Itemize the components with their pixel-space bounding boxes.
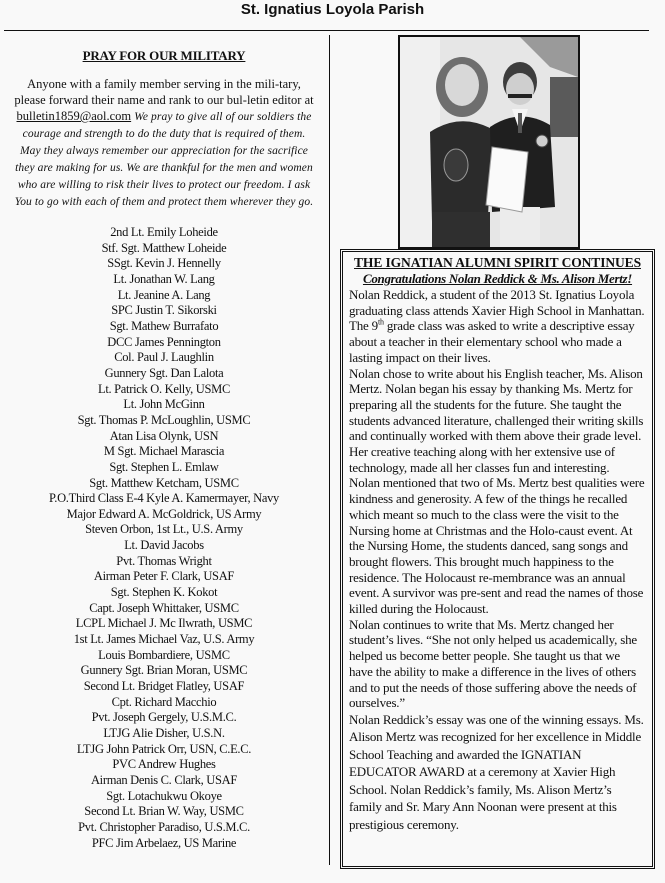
column-divider <box>329 35 330 865</box>
service-member-name: LTJG Alie Disher, U.S.N. <box>103 726 225 740</box>
service-member-name: Sgt. Mathew Burrafato <box>109 318 219 333</box>
service-member-name: PFC Jim Arbelaez, US Marine <box>91 835 237 850</box>
ordinal-suffix: th <box>377 318 384 328</box>
service-member-name: Stf. Sgt. Matthew Loheide <box>101 240 227 255</box>
service-member-name: M Sgt. Michael Marascia <box>103 444 225 459</box>
military-heading: PRAY FOR OUR MILITARY <box>82 48 246 63</box>
bulletin-email-link[interactable]: bulletin1859@aol.com <box>16 109 132 123</box>
service-member-name: Lt. Jonathan W. Lang <box>113 271 215 286</box>
article-paragraph: Nolan continues to write that Ms. Mertz changed her student’s lives. “She not only helped us academically, she helped us become better people. She taught us that we have the ability to make a difference in the lives of others and to put the needs of those suffering above the needs of ourselves.” <box>349 616 637 711</box>
service-member-name: LCPL Michael J. Mc Ilwrath, USMC <box>75 616 253 631</box>
service-member-name: Louis Bombardiere, USMC <box>98 647 230 662</box>
service-member-name: LTJG John Patrick Orr, USN, C.E.C. <box>76 741 252 756</box>
service-member-name: Cpt. Richard Macchio <box>111 694 217 709</box>
service-member-name: Pvt. Thomas Wright <box>116 553 212 568</box>
service-member-name: Sgt. Thomas P. McLoughlin, USMC <box>77 412 251 427</box>
intro-text: Anyone with a family member serving in the mili-tary, please forward their name and rank to our bul-letin editor at <box>14 77 314 107</box>
article-subtitle: Congratulations Nolan Reddick & Ms. Alison Mertz! <box>362 271 633 286</box>
service-member-name: SSgt. Kevin J. Hennelly <box>107 256 221 271</box>
military-section <box>8 48 320 864</box>
service-member-name: DCC James Pennington <box>107 334 221 349</box>
service-member-name: Sgt. Stephen K. Kokot <box>110 585 218 600</box>
service-member-name: Airman Denis C. Clark, USAF <box>90 772 238 787</box>
service-member-name: Gunnery Sgt. Brian Moran, USMC <box>80 663 248 678</box>
alumni-article <box>340 249 655 869</box>
service-member-name: Sgt. Stephen L. Emlaw <box>109 459 219 474</box>
service-member-name: Major Edward A. McGoldrick, US Army <box>66 506 262 521</box>
service-member-name: Pvt. Christopher Paradiso, U.S.M.C. <box>78 819 250 834</box>
service-member-name: Lt. Jeanine A. Lang <box>117 287 211 302</box>
page-header-title: St. Ignatius Loyola Parish <box>240 1 425 18</box>
military-intro <box>8 76 320 210</box>
service-member-name: P.O.Third Class E-4 Kyle A. Kamermayer, Navy <box>48 491 279 506</box>
service-member-name: Lt. Patrick O. Kelly, USMC <box>97 381 230 396</box>
service-member-name: Second Lt. Bridget Flatley, USAF <box>83 679 245 694</box>
article-paragraph: Nolan Reddick’s essay was one of the winning essays. Ms. Alison Mertz was recognized for her excellence in Middle School Teaching and awarded the IGNATIAN EDUCATOR AWARD at a ceremony at Xavier High School. Nolan Reddick’s family, Ms. Alison Mertz’s family and Sr. Mary Ann Noonan were present at this prestigious ceremony. <box>349 711 644 832</box>
service-member-name: 2nd Lt. Emily Loheide <box>110 225 218 239</box>
service-member-name: Gunnery Sgt. Dan Lalota <box>104 365 224 380</box>
article-paragraph: Nolan mentioned that two of Ms. Mertz best qualities were kindness and generosity. A few of the things he recalled which meant so much to the class were the visit to the Nursing home at Christmas and the Holo-caust event. At the Nursing Home, the students danced, sang songs and brought flowers. This brought much happiness to the residence. The Holocaust re-membrance was an annual event. A survivor was pre-sent and read the names of those killed during the Holocaust. <box>349 475 645 617</box>
service-member-name: SPC Justin T. Sikorski <box>111 303 217 318</box>
article-title: THE IGNATIAN ALUMNI SPIRIT CONTINUES <box>354 255 641 270</box>
award-photo <box>398 35 580 249</box>
service-member-name: Sgt. Lotachukwu Okoye <box>106 788 222 803</box>
service-member-name: Capt. Joseph Whittaker, USMC <box>89 600 239 615</box>
article-paragraph: Nolan chose to write about his English teacher, Ms. Alison Mertz. Nolan began his essay by thanking Ms. Mertz for preparing all the students for the future. She taught the students advanced literature, challenged their writing skills and continually worked with them above their grade level. Her creative teaching along with her extensive use of technology, made all her classes fun and interesting. <box>349 365 644 475</box>
service-member-name: Airman Peter F. Clark, USAF <box>93 569 235 584</box>
service-member-name: Second Lt. Brian W. Way, USMC <box>84 804 244 819</box>
service-member-name: Lt. David Jacobs <box>124 538 204 553</box>
military-names-list <box>8 225 320 851</box>
header-divider <box>4 30 649 31</box>
military-prayer: We pray to give all of our soldiers the courage and strength to do the duty that is required of them. May they always remember our appreciation for the sacrifice they are making for us. We are thankful for the men and women who are willing to risk their lives to protect our freedom. I ask You to go with each of them and protect them wherever they go. <box>14 111 314 208</box>
service-member-name: Sgt. Matthew Ketcham, USMC <box>89 475 239 490</box>
service-member-name: Col. Paul J. Laughlin <box>114 350 214 365</box>
service-member-name: 1st Lt. James Michael Vaz, U.S. Army <box>73 632 255 647</box>
service-member-name: Pvt. Joseph Gergely, U.S.M.C. <box>91 710 237 725</box>
article-paragraph-text: Nolan Reddick, a student of the 2013 St. Ignatius Loyola graduating class attends Xavier High School in Manhattan. The 9 <box>349 287 645 334</box>
photo-image <box>400 37 578 247</box>
service-member-name: Lt. John McGinn <box>123 397 205 412</box>
article-paragraph-text: grade class was asked to write a descriptive essay about a teacher in their elementary school who made a lasting impact on their lives. <box>349 318 635 365</box>
service-member-name: Atan Lisa Olynk, USN <box>109 428 219 443</box>
service-member-name: Steven Orbon, 1st Lt., U.S. Army <box>85 522 243 537</box>
service-member-name: PVC Andrew Hughes <box>112 757 216 772</box>
article-paragraph <box>349 287 646 366</box>
